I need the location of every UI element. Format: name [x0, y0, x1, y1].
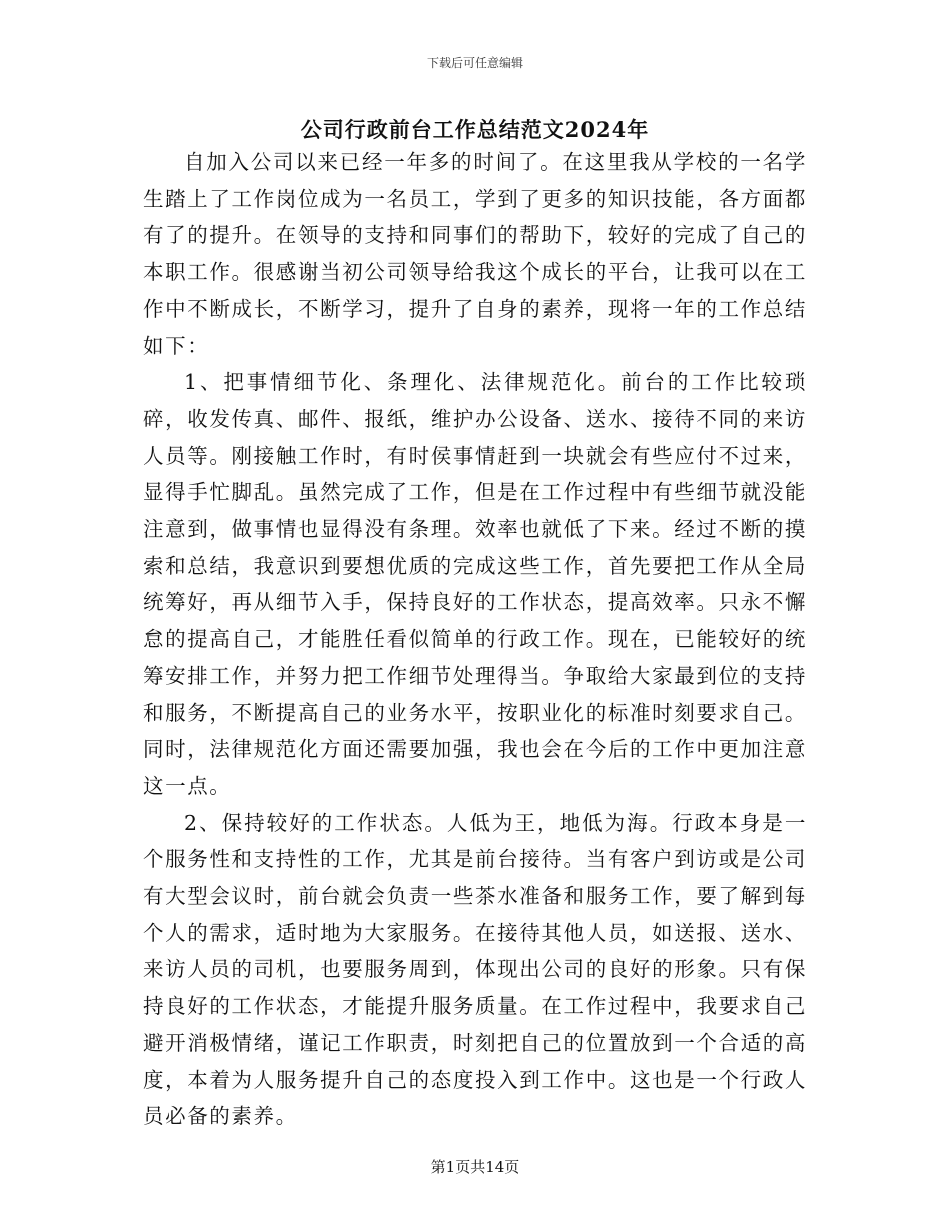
- document-title: 公司行政前台工作总结范文2024年: [300, 117, 650, 142]
- page-number: 第1页共14页: [430, 1158, 520, 1176]
- paragraph-point-2: 2、保持较好的工作状态。人低为王，地低为海。行政本身是一个服务性和支持性的工作，尤其是前台接待。当有客户到访或是公司有大型会议时，前台就会负责一些茶水准备和服务工作，要了解到每个人的需求，适时地为大家服务。在接待其他人员，如送报、送水、来访人员的司机，也要服务周到，体现出公司的良好的形象。只有保持良好的工作状态，才能提升服务质量。在工作过程中，我要求自己避开消极情绪，谨记工作职责，时刻把自己的位置放到一个合适的高度，本着为人服务提升自己的态度投入到工作中。这也是一个行政人员必备的素养。: [143, 810, 807, 1129]
- header-note: 下载后可任意编辑: [426, 56, 523, 70]
- document-body: [143, 144, 807, 1135]
- paragraph-point-1: 1、把事情细节化、条理化、法律规范化。前台的工作比较琐碎，收发传真、邮件、报纸，维护办公设备、送水、接待不同的来访人员等。刚接触工作时，有时侯事情赶到一块就会有些应付不过来，显得手忙脚乱。虽然完成了工作，但是在工作过程中有些细节就没能注意到，做事情也显得没有条理。效率也就低了下来。经过不断的摸索和总结，我意识到要想优质的完成这些工作，首先要把工作从全局统筹好，再从细节入手，保持良好的工作状态，提高效率。只永不懈怠的提高自己，才能胜任看似简单的行政工作。现在，已能较好的统筹安排工作，并努力把工作细节处理得当。争取给大家最到位的支持和服务，不断提高自己的业务水平，按职业化的标准时刻要求自己。同时，法律规范化方面还需要加强，我也会在今后的工作中更加注意这一点。: [143, 370, 807, 798]
- paragraph-intro: 自加入公司以来已经一年多的时间了。在这里我从学校的一名学生踏上了工作岗位成为一名员工，学到了更多的知识技能，各方面都有了的提升。在领导的支持和同事们的帮助下，较好的完成了自己的本职工作。很感谢当初公司领导给我这个成长的平台，让我可以在工作中不断成长，不断学习，提升了自身的素养，现将一年的工作总结如下：: [143, 150, 807, 358]
